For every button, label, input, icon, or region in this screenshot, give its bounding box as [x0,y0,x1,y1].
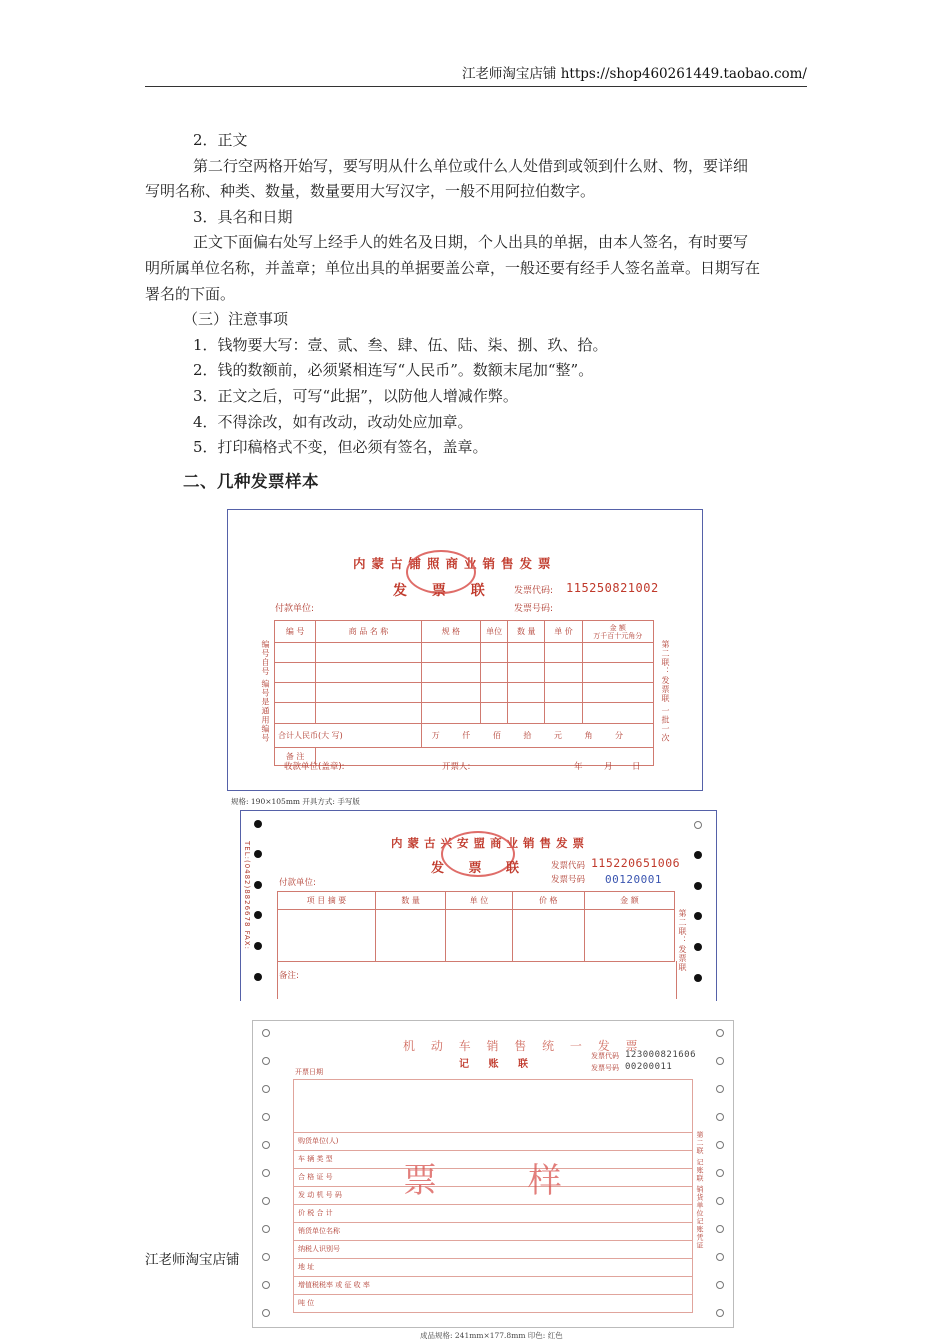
col-header: 数 量 [375,892,445,910]
col-header: 规 格 [421,621,480,643]
divider [294,1204,692,1205]
note-item: 3．正文之后，可写“此据”，以防他人增减作弊。 [193,386,518,405]
tractor-hole [262,1029,270,1037]
total-unit: 佰 [492,730,501,740]
row-label: 增值税税率 或 征 收 率 [298,1281,370,1289]
invoice-copy-label: 发 票 联 [431,861,530,876]
issuer-label: 开票人: [442,762,471,772]
tractor-hole [716,1029,724,1037]
invoice-copy-label: 记 账 联 [459,1059,536,1070]
tractor-hole [716,1085,724,1093]
tractor-hole [694,882,702,890]
tractor-hole [716,1309,724,1317]
specimen-watermark: 票 样 [403,1161,602,1201]
divider [294,1222,692,1223]
page-footer: 江老师淘宝店铺 [145,1252,240,1268]
side-note-left: TEL:(0482)8826678 FAX: [243,841,251,950]
remark-box [277,961,677,999]
tractor-hole [262,1141,270,1149]
invoice-sample-1 [227,509,703,791]
invoice-number-label: 发票号码 [551,875,586,885]
amount-unit: 万 [593,631,601,640]
col-header: 单 价 [545,621,582,643]
tractor-hole [716,1281,724,1289]
invoice-code-label: 发票代码 [551,861,586,871]
row-label: 购货单位(人) [298,1137,339,1145]
tractor-hole [694,912,702,920]
tractor-hole [254,911,262,919]
col-header: 价 格 [512,892,584,910]
tractor-hole [262,1085,270,1093]
row-label: 地 址 [298,1263,315,1271]
year-label: 年 [574,762,583,772]
total-unit: 拾 [523,730,532,740]
invoice-code-label: 发票代码: [514,586,554,596]
body-text [145,128,807,461]
invoice-code-value: 123000821606 [625,1050,697,1060]
total-unit: 仟 [462,730,471,740]
tractor-hole [694,974,702,982]
invoice-title: 机 动 车 销 售 统 一 发 票 [403,1039,644,1053]
amount-header [582,621,653,643]
invoice-code-value: 115250821002 [566,581,659,595]
row-label: 发 动 机 号 码 [298,1191,342,1199]
tractor-hole [262,1169,270,1177]
invoice-code-label: 发票代码 [591,1052,619,1060]
remark-label: 备注: [279,971,299,981]
total-unit: 分 [615,730,624,740]
amount-unit: 千 [600,631,608,640]
tractor-hole [262,1309,270,1317]
row-label: 价 税 合 计 [298,1209,333,1217]
tractor-hole [262,1197,270,1205]
note-item: 2．钱的数额前，必须紧相连写“人民币”。数额末尾加“整”。 [193,361,594,380]
col-header: 商 品 名 称 [316,621,422,643]
total-unit: 角 [584,730,593,740]
paragraph-line: 第二行空两格开始写，要写明从什么单位或什么人处借到或领到什么财、物，要详细 [193,156,749,175]
tractor-hole [262,1253,270,1261]
tractor-hole [694,821,702,829]
side-note-right: 第二联：发票联 [678,909,687,972]
tractor-hole [716,1253,724,1261]
tractor-hole [716,1169,724,1177]
col-header: 项 目 摘 要 [278,892,376,910]
invoice-number-value: 00120001 [605,873,662,886]
side-note-right: 第二联：发票联 一批一次 [661,640,670,743]
month-label: 月 [604,762,613,772]
invoice-spec: 规格: 190×105mm 开具方式: 手写版 [231,797,360,806]
tractor-hole [254,820,262,828]
section-title: 二、几种发票样本 [183,472,319,491]
tractor-hole [694,943,702,951]
invoice-title: 内蒙古铺照商业销售发票 [353,556,557,571]
paragraph-line: 署名的下面。 [145,284,236,303]
total-units [421,723,653,748]
divider [294,1276,692,1277]
section-heading: 3．具名和日期 [193,207,293,226]
tractor-hole [694,851,702,859]
total-unit: 元 [553,730,562,740]
invoice-number-label: 发票号码: [514,604,554,614]
invoice-title: 内蒙古兴安盟商业销售发票 [391,836,589,850]
amount-unit: 分 [635,631,643,640]
tractor-hole [716,1141,724,1149]
row-label: 纳税人识别号 [298,1245,340,1253]
section-heading: 2．正文 [193,131,248,149]
tractor-hole [716,1225,724,1233]
note-item: 1．钱物要大写：壹、贰、叁、肆、伍、陆、柒、捌、玖、拾。 [193,335,608,354]
remark-label: 备 注 [275,748,316,766]
tractor-hole [262,1057,270,1065]
invoice-number-label: 发票号码 [591,1064,619,1072]
amount-unit: 角 [628,631,636,640]
tractor-hole [254,881,262,889]
divider [294,1294,692,1295]
col-header: 编 号 [275,621,316,643]
payer-label: 付款单位: [275,604,315,614]
row-label: 吨 位 [298,1299,315,1307]
notes-heading: （三）注意事项 [183,310,289,329]
invoice-table [274,620,654,766]
total-label: 合计人民币(大 写) [275,723,422,748]
paragraph-line: 明所属单位名称，并盖章；单位出具的单据要盖公章，一般还要有经手人签名盖章。日期写在 [145,258,761,277]
page-header: 江老师淘宝店铺 https://shop460261449.taobao.com/ [145,62,807,87]
divider [294,1258,692,1259]
divider [294,1132,692,1133]
tractor-hole [262,1225,270,1233]
total-unit: 万 [431,730,440,740]
receiver-label: 收款单位(盖章): [284,762,345,772]
invoice-copy-label: 发 票 联 [393,583,495,599]
invoice-table [277,891,675,962]
amount-unit: 十 [614,631,622,640]
col-header: 数 量 [508,621,545,643]
tractor-hole [262,1281,270,1289]
col-header: 金 额 [609,623,626,632]
paragraph-line: 写明名称、种类、数量，数量要用大写汉字，一般不用阿拉伯数字。 [145,182,596,201]
tractor-hole [254,973,262,981]
invoice-code-value: 115220651006 [591,856,681,870]
side-note-right: 第二联 记账联 销货单位记账凭证 [696,1131,704,1250]
invoice-sample-2 [240,810,717,1001]
invoice-spec: 成品规格: 241mm×177.8mm 印色: 红色 [420,1331,563,1340]
col-header: 金 额 [584,892,674,910]
row-label: 车 辆 类 型 [298,1155,333,1163]
divider [294,1150,692,1151]
side-note-left: 编号自号 编号是通用编号 [261,640,270,743]
tractor-hole [254,850,262,858]
tractor-hole [254,942,262,950]
tractor-hole [716,1113,724,1121]
col-header: 单 位 [446,892,512,910]
row-label: 销货单位名称 [298,1227,340,1235]
note-item: 4．不得涂改，如有改动，改动处应加章。 [193,412,473,431]
day-label: 日 [632,762,641,772]
note-item: 5．打印稿格式不变，但必须有签名，盖章。 [193,438,488,457]
tractor-hole [262,1113,270,1121]
divider [294,1240,692,1241]
col-header: 单位 [481,621,508,643]
paragraph-line: 正文下面偏右处写上经手人的姓名及日期，个人出具的单据，由本人签名，有时要写 [193,233,749,252]
invoice-sample-3 [252,1020,734,1328]
payer-label: 付款单位: [279,878,316,888]
row-label: 合 格 证 号 [298,1173,333,1181]
tractor-hole [716,1197,724,1205]
amount-unit: 元 [621,631,629,640]
amount-unit: 百 [607,631,615,640]
tractor-hole [716,1057,724,1065]
date-label: 开票日期 [295,1068,323,1076]
invoice-number-value: 00200011 [625,1062,673,1072]
